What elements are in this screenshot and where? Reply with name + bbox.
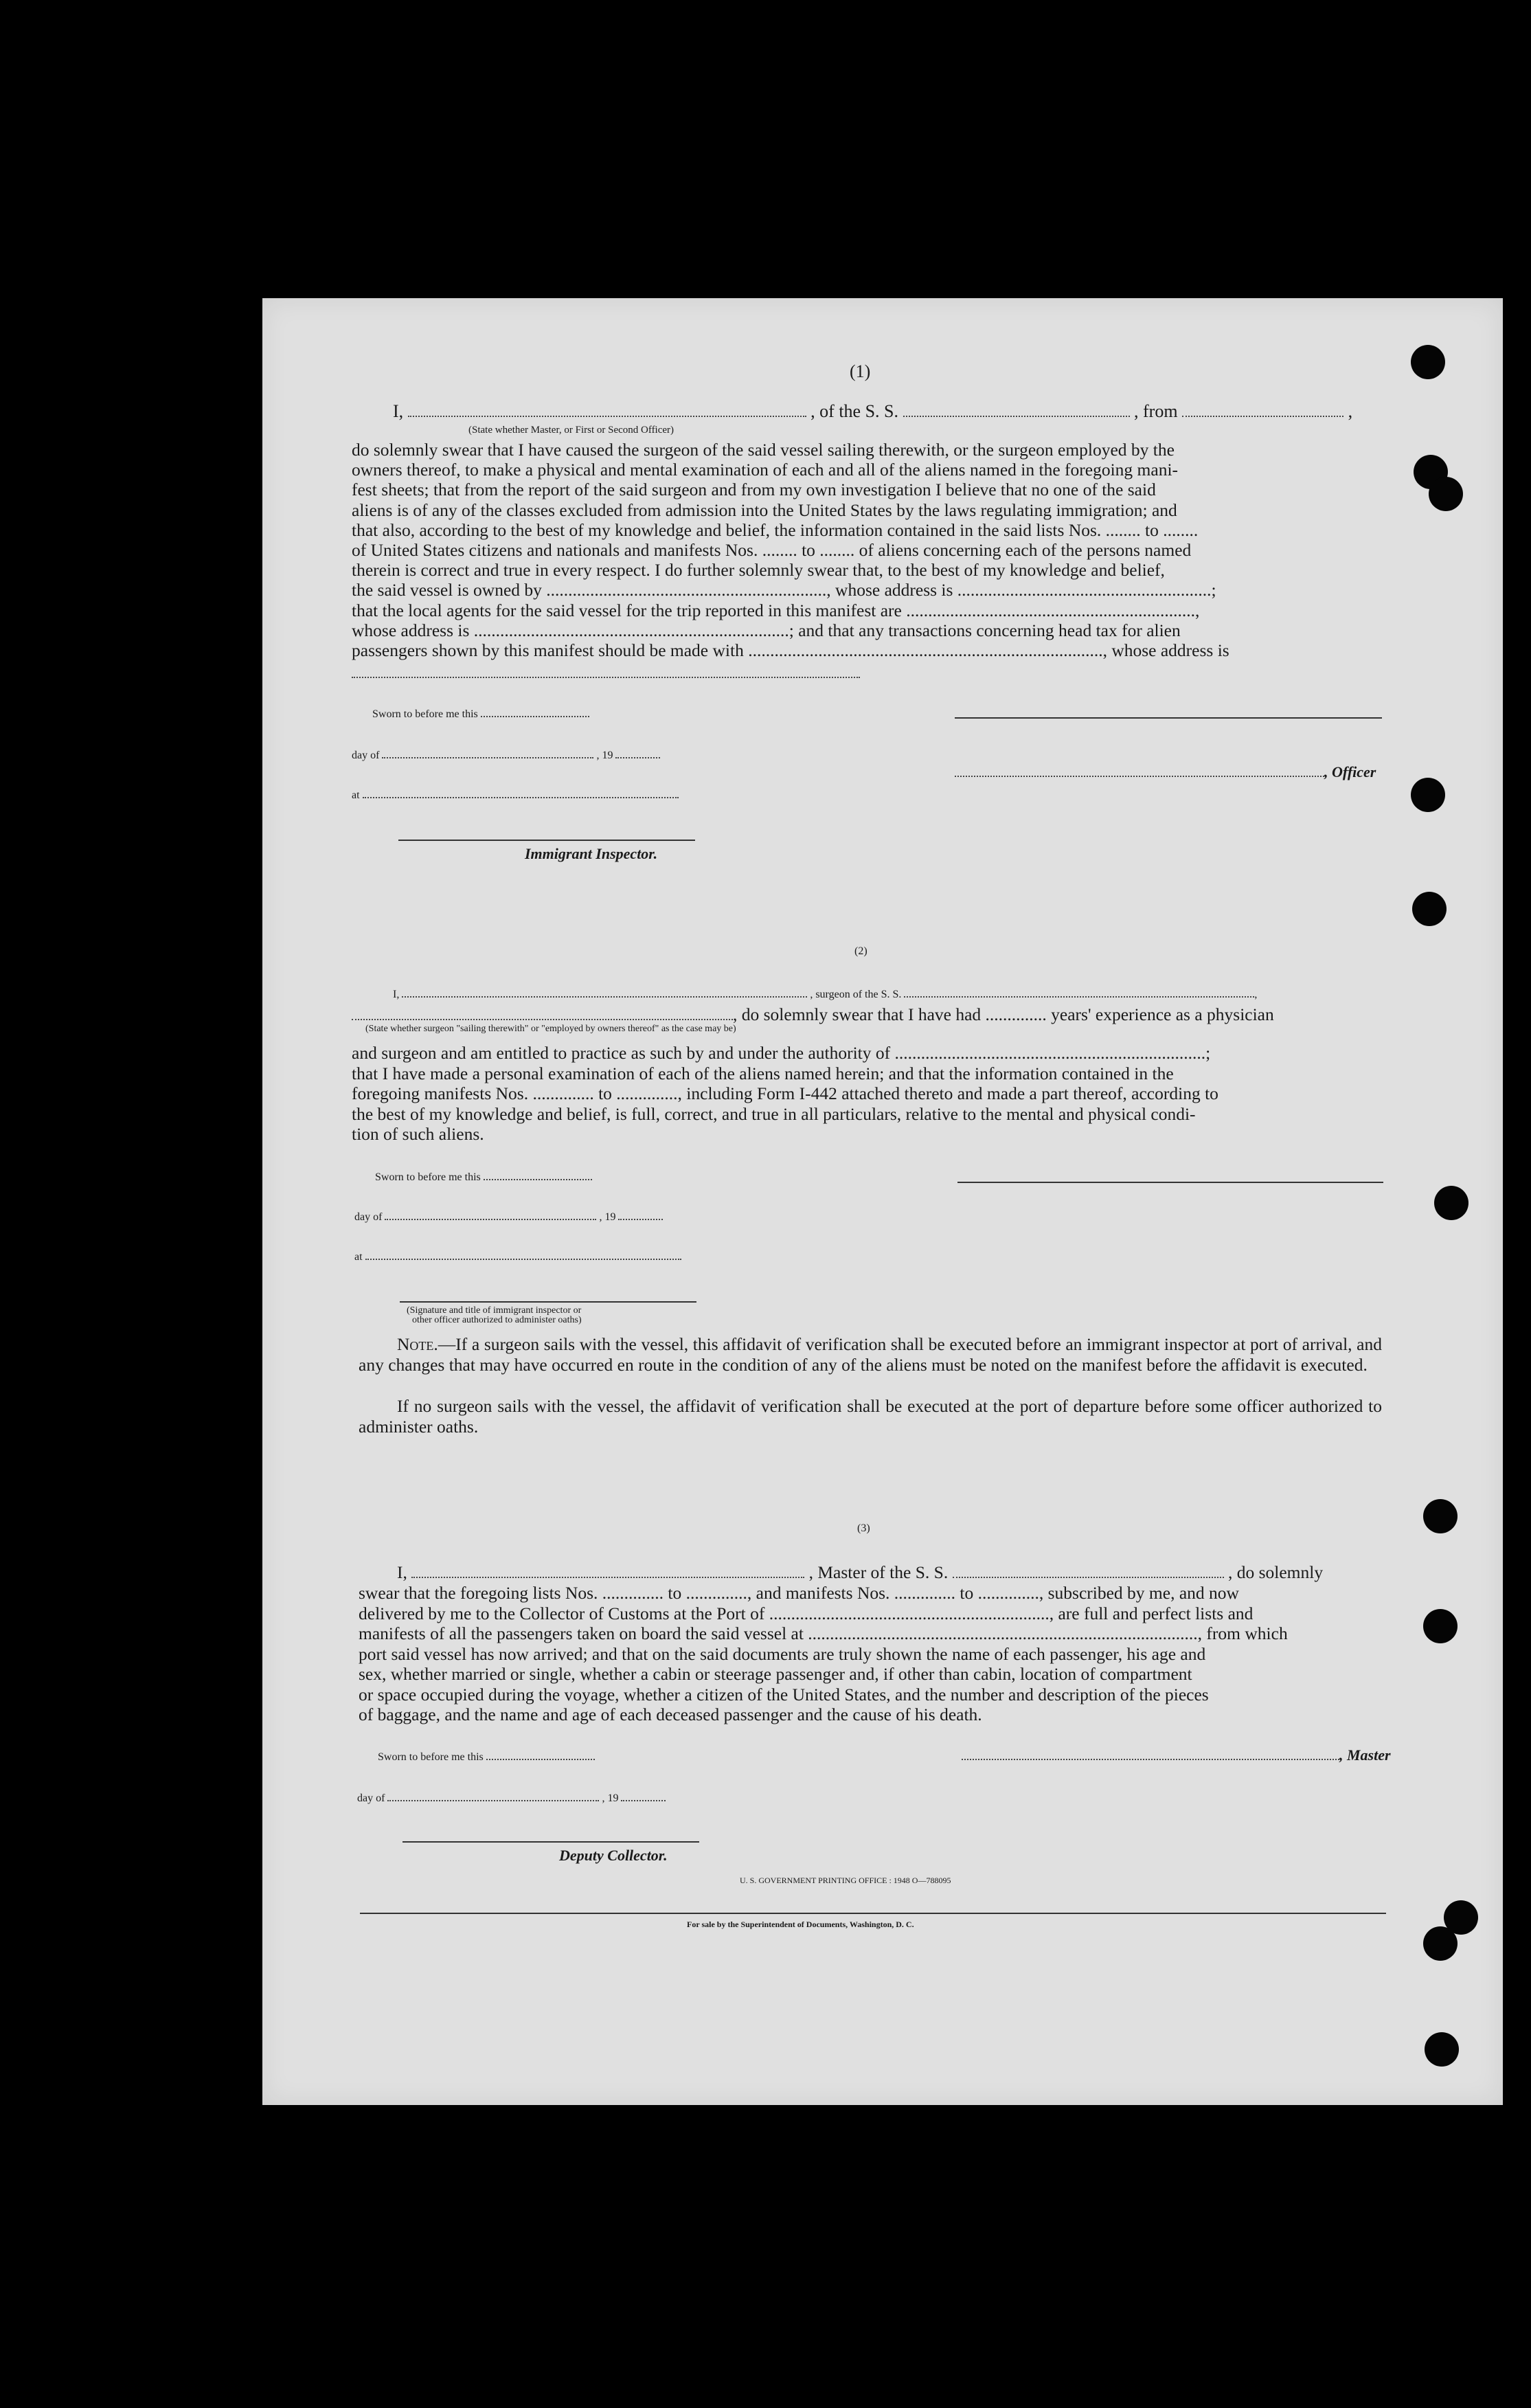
sworn-label: Sworn to before me this [372,708,478,720]
master-signature-blank[interactable] [962,1746,1339,1760]
year-label: , 19 [596,750,613,761]
year-label: , 19 [599,1211,616,1223]
section2-at [354,1246,681,1263]
section3-line: of baggage, and the name and age of each deceased passenger and the cause of his death. [359,1704,982,1724]
section1-line: the said vessel is owned by ................................................................, whose address is ..........................................................; [352,580,1216,600]
departure-port-blank[interactable] [1182,403,1343,417]
note2-text: If no surgeon sails with the vessel, the affidavit of verification shall be executed at the port of departure before some officer authorized to administer oaths. [359,1396,1382,1437]
year-blank[interactable] [618,1206,663,1220]
section3-line: manifests of all the passengers taken on board the said vessel at ........................................................................................., from which [359,1623,1288,1643]
section3-master [962,1746,1391,1764]
punch-hole [1412,892,1447,926]
signature-caption-2: other officer authorized to administer oaths) [412,1315,582,1325]
footer-rule [360,1913,1386,1914]
section3-i: I, [397,1562,407,1582]
punch-hole [1411,345,1445,379]
punch-hole [1434,1186,1468,1220]
section2-paragraph [352,1043,1382,1145]
do-solemnly-label: , do solemnly [1227,1562,1324,1582]
section2-note [359,1334,1382,1375]
day-of-label: day of [354,1211,383,1223]
section3-line: swear that the foregoing lists Nos. .............. to .............., and manifests Nos. .............. to .............., subscribed by me, and now [359,1583,1239,1603]
surgeon-name-blank[interactable] [402,984,807,998]
punch-hole [1423,1926,1458,1961]
punch-hole [1423,1499,1458,1533]
section1-line: whose address is ........................................................................; and that any transactions concerning head tax for alien [352,620,1181,640]
experience-text: , do solemnly swear that I have had .............. years' experience as a physician [733,1004,1274,1024]
sworn-day-blank[interactable] [484,1167,592,1180]
master-label: , Master [1339,1746,1391,1764]
section3-line: port said vessel has now arrived; and that on the said documents are truly shown the name of each passenger, his age and [359,1643,1206,1664]
officer-blank[interactable] [955,763,1324,777]
section2-line: and surgeon and am entitled to practice as such by and under the authority of .......................................................................; [352,1043,1211,1063]
section2-caption: (State whether surgeon "sailing therewith" or "employed by owners thereof" as the case may be) [365,1024,736,1034]
at-label: at [352,789,360,801]
section1-number: (1) [850,361,871,381]
section1-line: passengers shown by this manifest should be made with ................................................................................., whose address is [352,640,1229,661]
sworn-day-blank[interactable] [486,1746,595,1760]
sale-note: For sale by the Superintendent of Documents, Washington, D. C. [687,1920,914,1929]
section2-sworn [375,1167,592,1184]
year-label: , 19 [602,1792,619,1804]
collector-signature-line[interactable] [402,1841,699,1843]
surgeon-signature-line[interactable] [957,1182,1383,1183]
section1-officer [955,763,1376,781]
sworn-day-blank[interactable] [481,704,589,717]
section1-i: I, [393,401,404,421]
punch-hole [1429,477,1463,511]
section2-line: the best of my knowledge and belief, is full, correct, and true in all particulars, relative to the mental and physical condi- [352,1103,1196,1124]
section1-oath-line [393,401,1352,422]
section2-note2 [359,1396,1382,1437]
section2-oath-line: I, , surgeon of the S. S. , [393,984,1257,1001]
section1-of-ss: , of the S. S. [810,401,899,421]
officer-label: , Officer [1324,763,1376,780]
year-blank[interactable] [615,745,660,758]
month-blank[interactable] [382,745,593,758]
section1-caption: (State whether Master, or First or Second Officer) [468,425,674,436]
punch-hole [1425,2032,1459,2067]
master-name-blank[interactable] [411,1564,804,1578]
master-of-ss-label: , Master of the S. S. [808,1562,949,1582]
section2-line: tion of such aliens. [352,1124,484,1144]
at-place-blank[interactable] [365,1246,681,1260]
section1-line: do solemnly swear that I have caused the surgeon of the said vessel sailing therewith, or the surgeon employed by the [352,440,1175,460]
section1-line: aliens is of any of the classes excluded from admission into the United States by the laws regulating immigration; and [352,499,1177,520]
section1-day [352,745,660,762]
section1-from: , from [1134,401,1178,421]
section2-line: that I have made a personal examination of each of the aliens named herein; and that the information contained in the [352,1063,1174,1083]
section1-line: owners thereof, to make a physical and mental examination of each and all of the aliens named in the foregoing mani- [352,460,1179,480]
note-text: —If a surgeon sails with the vessel, this affidavit of verification shall be executed before an immigrant inspector at port of arrival, and any changes that may have occurred en route in the condition of any of the aliens must be noted on the manifest before the affidavit is executed. [359,1334,1382,1375]
section1-sworn [372,704,589,721]
deputy-collector-label: Deputy Collector. [559,1847,668,1864]
surgeon-vessel-blank[interactable] [904,984,1254,998]
section3-line: or space occupied during the voyage, whether a citizen of the United States, and the number and description of the pieces [359,1684,1209,1704]
section1-line: of United States citizens and nationals and manifests Nos. ........ to ........ of aliens concerning each of the persons named [352,540,1192,561]
officer-rank-blank[interactable] [408,403,806,417]
immigrant-inspector-label: Immigrant Inspector. [525,845,658,862]
year-blank[interactable] [621,1788,666,1801]
section1-paragraph [352,440,1382,660]
section3-paragraph [359,1583,1382,1725]
section3-number: (3) [857,1522,870,1534]
day-of-label: day of [357,1792,385,1804]
at-label: at [354,1251,363,1263]
master-vessel-blank[interactable] [953,1564,1224,1578]
section2-line2 [352,1004,1274,1025]
at-place-blank[interactable] [363,785,679,798]
sworn-label: Sworn to before me this [378,1751,484,1763]
note-label: Note. [397,1334,438,1354]
day-of-label: day of [352,750,380,761]
surgeon-status-blank[interactable] [352,1006,733,1020]
section1-line: that also, according to the best of my knowledge and belief, the information contained in the said lists Nos. ........ to ........ [352,519,1199,540]
vessel-name-blank[interactable] [903,403,1130,417]
month-blank[interactable] [385,1206,596,1220]
officer-signature-line[interactable] [955,717,1382,719]
section1-line: that the local agents for the said vessel for the trip reported in this manifest are .................................................................., [352,600,1200,620]
punch-hole [1411,778,1445,812]
surgeon-of-ss-label: , surgeon of the S. S. [810,989,902,1000]
signature-caption-1: (Signature and title of immigrant inspector or [407,1305,582,1316]
manifest-page [262,298,1503,2105]
section3-oath-line [397,1562,1323,1583]
section3-day [357,1788,666,1805]
section2-day [354,1206,663,1224]
inspector-signature-line[interactable] [400,1301,696,1303]
punch-hole [1423,1609,1458,1643]
section1-line: therein is correct and true in every respect. I do further solemnly swear that, to the best of my knowledge and belief, [352,560,1165,581]
section3-line: delivered by me to the Collector of Customs at the Port of ................................................................, are full and perfect lists and [359,1603,1254,1623]
month-blank[interactable] [387,1788,599,1801]
inspector-signature-line[interactable] [398,840,695,841]
sworn-label: Sworn to before me this [375,1171,481,1183]
section1-at [352,785,679,802]
section1-line: fest sheets; that from the report of the said surgeon and from my own investigation I believe that no one of the said [352,480,1156,500]
section3-line: sex, whether married or single, whether a cabin or steerage passenger and, if other than cabin, location of compartment [359,1664,1192,1684]
printing-office-note: U. S. GOVERNMENT PRINTING OFFICE : 1948 O—788095 [740,1876,951,1885]
section3-sworn [378,1746,595,1764]
section1-comma: , [1348,401,1353,421]
section2-i: I, [393,989,400,1000]
section2-number: (2) [854,945,867,957]
address-blank[interactable] [352,664,860,682]
section2-line: foregoing manifests Nos. .............. to .............., including Form I-442 attached thereto and made a part thereof, according to [352,1083,1218,1103]
